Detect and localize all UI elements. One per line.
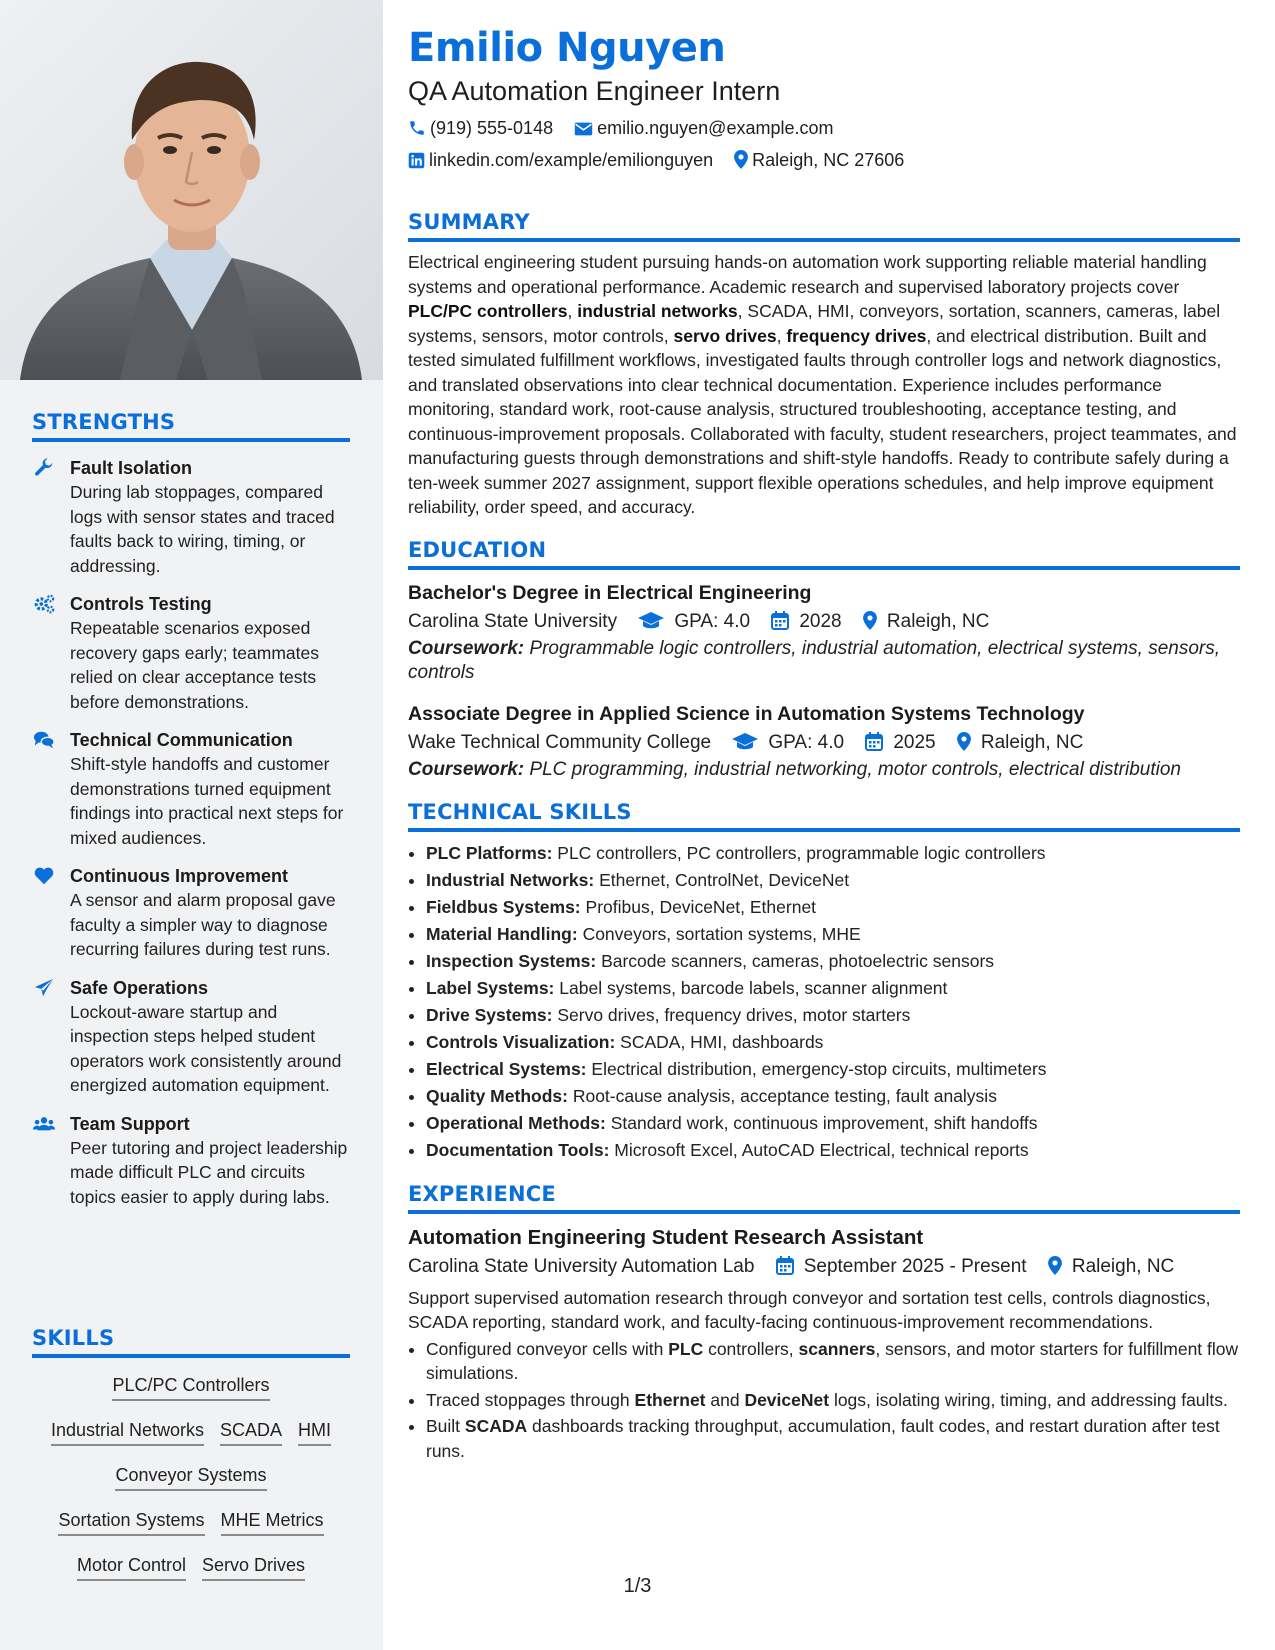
- users-icon: [32, 1113, 56, 1135]
- list-item: [426, 1388, 1240, 1413]
- map-pin-icon: [863, 611, 877, 630]
- summary-part: servo drives: [673, 325, 777, 346]
- list-item: [426, 1029, 1240, 1056]
- candidate-headline: QA Automation Engineer Intern: [408, 76, 781, 106]
- envelope-icon: [574, 121, 593, 137]
- dates-text: September 2025 - Present: [803, 1255, 1027, 1277]
- school-name: Carolina State University: [408, 610, 618, 632]
- phone-text: (919) 555-0148: [430, 118, 554, 138]
- list-item: [426, 948, 1240, 975]
- strength-title: Technical Communication: [70, 730, 293, 750]
- skill-value: Barcode scanners, cameras, photoelectric sensors: [601, 950, 995, 971]
- technical-skills-heading: TECHNICAL SKILLS: [408, 800, 1240, 832]
- location-text: Raleigh, NC: [980, 731, 1084, 753]
- skill-value: PLC controllers, PC controllers, programmable logic controllers: [557, 842, 1046, 863]
- skill-label: Drive Systems:: [426, 1004, 553, 1025]
- bullet-part: SCADA: [464, 1416, 528, 1436]
- wrench-icon: [32, 457, 56, 479]
- location-text: Raleigh, NC 27606: [752, 150, 905, 170]
- bullet-part: , sensors, and motor starters for fulfillment flow simulations.: [426, 1338, 1239, 1383]
- gpa-text: GPA: 4.0: [674, 610, 751, 632]
- skill-label: PLC Platforms:: [426, 842, 553, 863]
- skill-chip: Sortation Systems: [58, 1509, 204, 1536]
- summary-part: industrial networks: [577, 301, 738, 321]
- location-contact: [734, 144, 904, 176]
- skill-label: Operational Methods:: [426, 1112, 606, 1133]
- strengths-section: [32, 410, 350, 1209]
- skill-label: Label Systems:: [426, 977, 555, 998]
- gpa-text: GPA: 4.0: [768, 731, 845, 753]
- job-organization: Carolina State University Automation Lab: [408, 1255, 755, 1277]
- skill-chip: HMI: [298, 1419, 331, 1446]
- contact-row: [408, 112, 1240, 144]
- skill-value: SCADA, HMI, dashboards: [620, 1031, 824, 1052]
- linkedin-icon: [408, 152, 425, 169]
- skill-value: Standard work, continuous improvement, shift handoffs: [610, 1112, 1038, 1133]
- bullet-part: dashboards tracking throughput, accumulation, fault codes, and restart duration after test runs.: [426, 1416, 1220, 1461]
- coursework-text: PLC programming, industrial networking, motor controls, electrical distribution: [529, 758, 1181, 780]
- phone-contact[interactable]: [408, 112, 553, 144]
- skill-label: Material Handling:: [426, 923, 578, 944]
- summary-part: , SCADA, HMI, conveyors, sortation, scanners, cameras, label systems, sensors, motor controls,: [408, 301, 1221, 346]
- phone-icon: [408, 119, 426, 137]
- summary-part: Electrical engineering student pursuing hands-on automation work supporting reliable material handling systems and operational performance. Academic research and supervised laboratory projects cover: [408, 252, 1207, 297]
- skill-value: Root-cause analysis, acceptance testing, fault analysis: [572, 1085, 997, 1106]
- strength-item: [32, 976, 350, 1098]
- map-pin-icon: [1048, 1256, 1062, 1275]
- list-item: [426, 921, 1240, 948]
- skills-heading: SKILLS: [32, 1326, 350, 1358]
- graduation-year: [771, 607, 841, 637]
- chat-bubbles-icon: [32, 729, 56, 751]
- coursework: [408, 637, 1240, 685]
- list-item: [426, 1056, 1240, 1083]
- strength-item: [32, 456, 350, 578]
- list-item: [426, 840, 1240, 867]
- technical-skills-list: [408, 840, 1240, 1164]
- bullet-part: PLC: [668, 1338, 704, 1359]
- skill-label: Electrical Systems:: [426, 1058, 587, 1079]
- bullet-part: and: [705, 1389, 745, 1410]
- degree-title: Bachelor's Degree in Electrical Engineering: [408, 581, 812, 604]
- skill-chip: Motor Control: [77, 1554, 186, 1581]
- bullet-part: scanners: [798, 1338, 876, 1359]
- skill-chip: Servo Drives: [202, 1554, 305, 1581]
- email-contact[interactable]: [574, 112, 833, 144]
- list-item: [426, 1337, 1240, 1386]
- skill-chip: PLC/PC Controllers: [112, 1374, 269, 1401]
- skill-chip: SCADA: [220, 1419, 282, 1446]
- technical-skills-section: [408, 800, 1240, 1164]
- school-name: Wake Technical Community College: [408, 731, 712, 753]
- skill-value: Ethernet, ControlNet, DeviceNet: [599, 869, 850, 890]
- strength-title: Team Support: [70, 1113, 190, 1134]
- page-current: 1: [623, 1575, 635, 1597]
- strength-description: Repeatable scenarios exposed recovery gaps early; teammates relied on clear acceptance tests before demonstrations.: [70, 618, 319, 712]
- page-total: 3: [640, 1575, 652, 1597]
- gears-icon: [32, 593, 56, 615]
- strength-title: Safe Operations: [70, 977, 209, 998]
- education-location: [957, 728, 1083, 758]
- email-text: emilio.nguyen@example.com: [597, 118, 834, 138]
- strengths-heading: STRENGTHS: [32, 410, 350, 442]
- bullet-part: controllers,: [703, 1338, 799, 1359]
- gpa: [732, 728, 844, 758]
- summary-section: [408, 210, 1240, 520]
- skill-row: [32, 1464, 350, 1491]
- skill-value: Profibus, DeviceNet, Ethernet: [585, 896, 817, 917]
- map-pin-icon: [957, 732, 971, 751]
- year-text: 2025: [893, 731, 936, 753]
- bullet-part: Built: [426, 1416, 465, 1436]
- skill-value: Conveyors, sortation systems, MHE: [582, 923, 861, 944]
- list-item: [426, 1414, 1240, 1463]
- skill-chip: Industrial Networks: [51, 1419, 204, 1446]
- skill-value: Label systems, barcode labels, scanner alignment: [559, 977, 948, 998]
- portrait-illustration: [0, 0, 383, 380]
- graduation-cap-icon: [732, 733, 758, 751]
- summary-text: [408, 250, 1240, 520]
- strength-description: Peer tutoring and project leadership made difficult PLC and circuits topics easier to apply during labs.: [70, 1137, 348, 1207]
- list-item: [426, 867, 1240, 894]
- strength-description: Lockout-aware startup and inspection steps helped student operators work consistently around energized automation equipment.: [70, 1001, 342, 1095]
- list-item: [426, 1083, 1240, 1110]
- summary-part: , and electrical distribution. Built and tested simulated fulfillment workflows, investigated faults through controller logs and network diagnostics, and translated observations into clear technical documentation. Experience includes performance monitoring, standard work, root-cause analysis, structured troubleshooting, acceptance testing, and continuous-improvement proposals. Collaborated with faculty, student researchers, project teammates, and manufacturing guests through demonstrations and shift-style handoffs. Ready to contribute safely during a ten-week summer 2027 assignment, support flexible operations schedules, and help improve equipment reliability, order speed, and accuracy.: [408, 325, 1237, 517]
- job-bullets: [408, 1337, 1240, 1464]
- skill-label: Documentation Tools:: [426, 1139, 610, 1160]
- strengths-list: [32, 456, 350, 1209]
- degree-title: Associate Degree in Applied Science in Automation Systems Technology: [408, 702, 1085, 725]
- skills-chips: [32, 1374, 350, 1581]
- skill-value: Microsoft Excel, AutoCAD Electrical, technical reports: [614, 1139, 1029, 1160]
- strength-description: During lab stoppages, compared logs with sensor states and traced faults back to wiring, timing, or addressing.: [70, 482, 335, 576]
- job-location: [1048, 1252, 1174, 1282]
- education-location: [863, 607, 989, 637]
- strength-item: [32, 728, 350, 850]
- skill-label: Quality Methods:: [426, 1085, 568, 1106]
- bullet-part: Configured conveyor cells with: [426, 1338, 669, 1359]
- paper-plane-icon: [32, 977, 56, 999]
- education-meta: [408, 607, 1240, 637]
- graduation-cap-icon: [638, 612, 664, 630]
- calendar-icon: [771, 611, 789, 630]
- strength-item: [32, 864, 350, 962]
- skill-label: Industrial Networks:: [426, 869, 595, 890]
- education-meta: [408, 728, 1240, 758]
- linkedin-contact[interactable]: [408, 144, 713, 176]
- bullet-part: Ethernet: [634, 1389, 706, 1410]
- list-item: [426, 894, 1240, 921]
- strength-title: Controls Testing: [70, 594, 212, 614]
- heart-icon: [32, 865, 56, 887]
- education-item: [408, 580, 1240, 685]
- strength-description: Shift-style handoffs and customer demonstrations turned equipment findings into practical next steps for mixed audiences.: [70, 754, 344, 848]
- list-item: [426, 975, 1240, 1002]
- coursework-label: Coursework:: [408, 758, 525, 780]
- skill-label: Fieldbus Systems:: [426, 896, 581, 917]
- skill-chip: MHE Metrics: [221, 1509, 324, 1536]
- job-summary: Support supervised automation research through conveyor and sortation test cells, controls diagnostics, SCADA reporting, standard work, and faculty-facing continuous-improvement recommendations.: [408, 1287, 1211, 1332]
- summary-heading: SUMMARY: [408, 210, 1240, 242]
- list-item: [426, 1137, 1240, 1164]
- experience-heading: EXPERIENCE: [408, 1182, 1240, 1214]
- bullet-part: Traced stoppages through: [426, 1389, 635, 1410]
- coursework-text: Programmable logic controllers, industrial automation, electrical systems, sensors, controls: [408, 637, 1221, 683]
- summary-part: ,: [776, 325, 787, 346]
- experience-section: [408, 1182, 1240, 1464]
- strength-item: [32, 592, 350, 714]
- skill-label: Controls Visualization:: [426, 1031, 616, 1052]
- year-text: 2028: [799, 610, 842, 632]
- education-section: [408, 538, 1240, 782]
- skill-row: [32, 1509, 350, 1536]
- contact-row: [408, 144, 1240, 176]
- list-item: [426, 1002, 1240, 1029]
- profile-photo: [0, 0, 383, 380]
- bullet-part: DeviceNet: [744, 1389, 830, 1410]
- page-number: [0, 1575, 1275, 1598]
- bullet-part: logs, isolating wiring, timing, and addressing faults.: [829, 1389, 1228, 1410]
- strength-title: Fault Isolation: [70, 458, 193, 478]
- skill-value: Electrical distribution, emergency-stop circuits, multimeters: [591, 1058, 1047, 1079]
- coursework-label: Coursework:: [408, 637, 525, 659]
- coursework: [408, 758, 1240, 782]
- education-item: [408, 701, 1240, 782]
- calendar-icon: [776, 1256, 794, 1275]
- gpa: [638, 607, 750, 637]
- list-item: [426, 1110, 1240, 1137]
- strength-description: A sensor and alarm proposal gave faculty a simpler way to diagnose recurring failures during test runs.: [70, 890, 336, 959]
- skill-value: Servo drives, frequency drives, motor starters: [557, 1004, 911, 1025]
- linkedin-text: linkedin.com/example/emilionguyen: [429, 150, 714, 170]
- skills-section: [32, 1326, 350, 1599]
- sidebar: [0, 0, 383, 1650]
- strength-item: [32, 1112, 350, 1210]
- page-separator: /: [634, 1575, 641, 1597]
- job-meta: [408, 1252, 1240, 1282]
- skill-chip: Conveyor Systems: [115, 1464, 266, 1491]
- main-content: [408, 22, 1240, 1465]
- skill-row: [32, 1374, 350, 1401]
- location-text: Raleigh, NC: [1071, 1255, 1175, 1277]
- summary-part: ,: [567, 301, 578, 321]
- calendar-icon: [865, 732, 883, 751]
- education-heading: EDUCATION: [408, 538, 1240, 570]
- job-dates: [776, 1252, 1027, 1282]
- graduation-year: [865, 728, 935, 758]
- location-text: Raleigh, NC: [886, 610, 990, 632]
- candidate-name: Emilio Nguyen: [408, 25, 726, 71]
- skill-label: Inspection Systems:: [426, 950, 597, 971]
- job-title: Automation Engineering Student Research Assistant: [408, 1225, 924, 1249]
- skill-row: [32, 1419, 350, 1446]
- summary-part: PLC/PC controllers: [408, 301, 568, 321]
- summary-part: frequency drives: [786, 325, 927, 346]
- strength-title: Continuous Improvement: [70, 866, 289, 886]
- map-pin-icon: [734, 150, 748, 169]
